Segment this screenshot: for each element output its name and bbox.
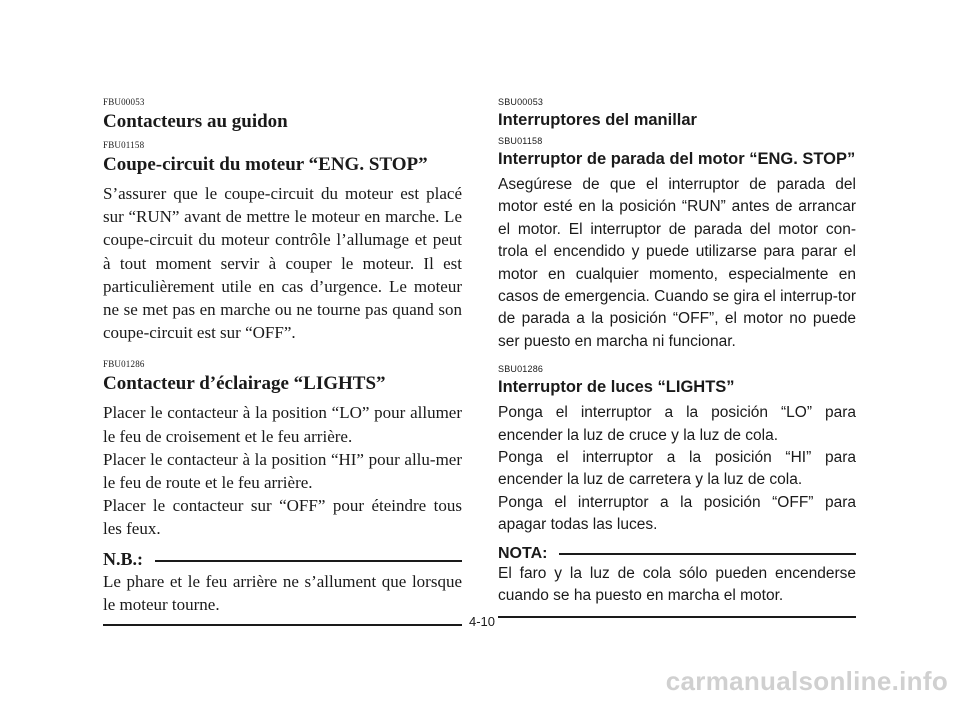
- note-rule: [155, 560, 462, 562]
- subsection-title-engine-stop: Coupe-circuit du moteur “ENG. STOP”: [103, 154, 428, 175]
- note-text: El faro y la luz de cola sólo pueden encenderse cuando se ha puesto en marcha el motor.: [498, 564, 856, 605]
- subsection-code: SBU01158: [498, 136, 543, 146]
- paragraph-lights-lo: Ponga el interruptor a la posición “LO” para encender la luz de cruce y la luz de cola.: [498, 404, 856, 444]
- paragraph-lights-off: Ponga el interruptor a la posición “OFF” para apagar todas las luces.: [498, 493, 856, 534]
- page-number: 4-10: [468, 614, 496, 629]
- french-column: [103, 96, 462, 626]
- watermark: carmanualsonline.info: [665, 666, 948, 696]
- subsection-code: FBU01286: [103, 359, 145, 370]
- paragraph-lights-lo: Placer le contacteur à la position “LO” pour allumer le feu de croisement et le feu arrière.: [103, 403, 462, 446]
- note-rule: [559, 553, 856, 555]
- section-code: SBU00053: [498, 97, 544, 107]
- note-label: N.B.:: [103, 548, 143, 569]
- subsection-title-lights: Contacteur d’éclairage “LIGHTS”: [103, 373, 386, 395]
- note-text: Le phare et le feu arrière ne s’allument que lorsque le moteur tourne.: [103, 571, 462, 614]
- paragraph-lights-hi: Ponga el interruptor a la posición “HI” para encender la luz de carretera y la luz de cola.: [498, 449, 856, 489]
- note-header: [498, 545, 856, 563]
- paragraph-lights-off: Placer le contacteur sur “OFF” pour éteindre tous les feux.: [103, 496, 462, 539]
- note-end-rule: [103, 624, 462, 626]
- subsection-title-lights: Interruptor de luces “LIGHTS”: [498, 378, 735, 397]
- subsection-title-engine-stop: Interruptor de parada del motor “ENG. STOP”: [498, 150, 856, 168]
- spanish-column: [498, 96, 856, 618]
- note-end-rule: [498, 616, 856, 618]
- paragraph-engine-stop: Asegúrese de que el interruptor de parada del motor esté en la posición “RUN” antes de arrancar el motor. El interruptor de parada del motor con-trola el encendido y puede utilizarse para parar el motor en cualquier momento, especialmente en casos de emergencia. Cuando se gira el interrup-tor de parada a la posición “OFF”, el motor no puede ser puesto en marcha ni funcionar.: [498, 176, 856, 350]
- paragraph-engine-stop: S’assurer que le coupe-circuit du moteur est placé sur “RUN” avant de mettre le moteur en marche. Le coupe-circuit du moteur contrôle l’allumage et peut à tout moment servir à couper le moteur. Il est particulièrement utile en cas d’urgence. Le moteur ne se met pas en marche ou ne tourne pas quand son coupe-circuit est sur “OFF”.: [103, 184, 462, 343]
- section-title: Contacteurs au guidon: [103, 111, 288, 132]
- subsection-code: FBU01158: [103, 140, 145, 150]
- section-title: Interruptores del manillar: [498, 111, 697, 129]
- paragraph-lights-hi: Placer le contacteur à la position “HI” pour allu-mer le feu de route et le feu arrière.: [103, 449, 462, 493]
- section-code: FBU00053: [103, 97, 145, 107]
- note-header: [103, 549, 462, 570]
- note-label: NOTA:: [498, 544, 548, 562]
- subsection-code: SBU01286: [498, 364, 544, 375]
